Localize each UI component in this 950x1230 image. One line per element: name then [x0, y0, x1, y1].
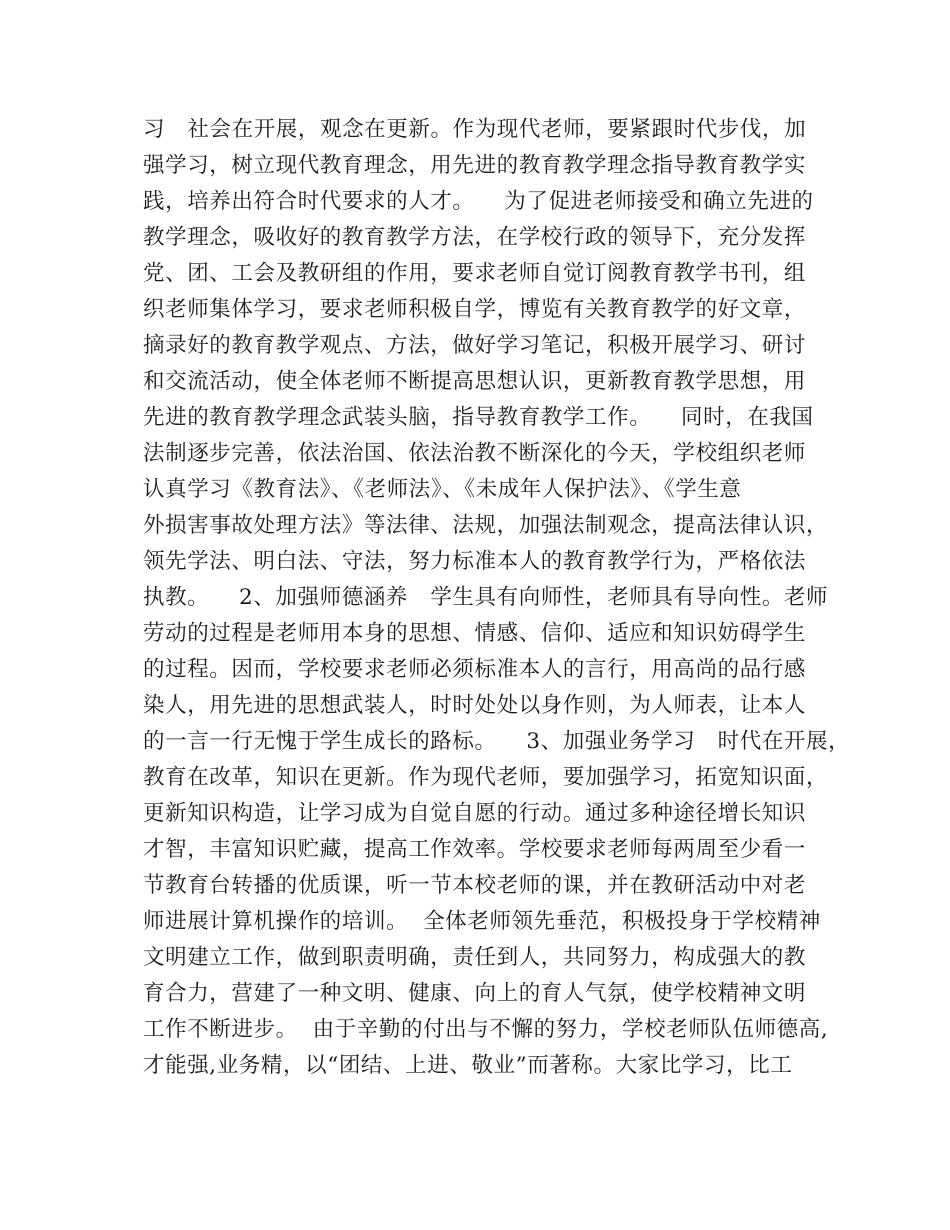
text-line: 摘录好的教育教学观点、方法，做好学习笔记，积极开展学习、研讨 — [143, 333, 807, 358]
text-line: 文明建立工作，做到职责明确，责任到人，共同努力，构成强大的教 — [143, 945, 807, 970]
body-text — [143, 112, 851, 1084]
text-line: 才智，丰富知识贮藏，提高工作效率。学校要求老师每两周至少看一 — [143, 837, 807, 862]
text-line: 法制逐步完善，依法治国、依法治教不断深化的今天，学校组织老师 — [143, 441, 807, 466]
text-line: 染人，用先进的思想武装人，时时处处以身作则，为人师表，让本人 — [143, 693, 807, 718]
text-line: 工作不断进步。 由于辛勤的付出与不懈的努力，学校老师队伍师德高, — [143, 1017, 829, 1042]
text-line: 领先学法、明白法、守法，努力标准本人的教育教学行为，严格依法 — [143, 549, 807, 574]
text-line: 节教育台转播的优质课，听一节本校老师的课，并在教研活动中对老 — [143, 873, 807, 898]
text-line: 劳动的过程是老师用本身的思想、情感、信仰、适应和知识妨碍学生 — [143, 621, 807, 646]
text-line: 教学理念，吸收好的教育教学方法，在学校行政的领导下，充分发挥 — [143, 225, 807, 250]
text-line: 和交流活动，使全体老师不断提高思想认识，更新教育教学思想，用 — [143, 369, 807, 394]
text-line: 践，培养出符合时代要求的人才。 为了促进老师接受和确立先进的 — [143, 189, 814, 214]
text-line: 育合力，营建了一种文明、健康、向上的育人气氛，使学校精神文明 — [143, 981, 807, 1006]
text-line: 党、团、工会及教研组的作用，要求老师自觉订阅教育教学书刊，组 — [143, 261, 807, 286]
text-line: 的一言一行无愧于学生成长的路标。 3、加强业务学习 时代在开展， — [143, 729, 851, 754]
text-line: 习 社会在开展，观念在更新。作为现代老师，要紧跟时代步伐，加 — [143, 117, 807, 142]
text-line: 更新知识构造，让学习成为自觉自愿的行动。通过多种途径增长知识 — [143, 801, 807, 826]
text-line: 认真学习《教育法》、《老师法》、《未成年人保护法》、《学生意 — [143, 477, 742, 502]
text-line: 师进展计算机操作的培训。 全体老师领先垂范，积极投身于学校精神 — [143, 909, 821, 934]
text-line: 织老师集体学习，要求老师积极自学，博览有关教育教学的好文章， — [143, 297, 807, 322]
text-line: 外损害事故处理方法》等法律、法规，加强法制观念，提高法律认识， — [143, 513, 829, 538]
text-line: 强学习，树立现代教育理念，用先进的教育教学理念指导教育教学实 — [143, 153, 807, 178]
text-line: 先进的教育教学理念武装头脑，指导教育教学工作。 同时，在我国 — [143, 405, 814, 430]
text-line: 教育在改革，知识在更新。作为现代老师，要加强学习，拓宽知识面， — [143, 765, 829, 790]
text-line: 的过程。因而，学校要求老师必须标准本人的言行，用高尚的品行感 — [143, 657, 807, 682]
text-line: 才能强,业务精，以“团结、上进、敬业”而著称。大家比学习，比工 — [143, 1053, 793, 1078]
text-line: 执教。 2、加强师德涵养 学生具有向师性，老师具有导向性。老师 — [143, 585, 829, 610]
